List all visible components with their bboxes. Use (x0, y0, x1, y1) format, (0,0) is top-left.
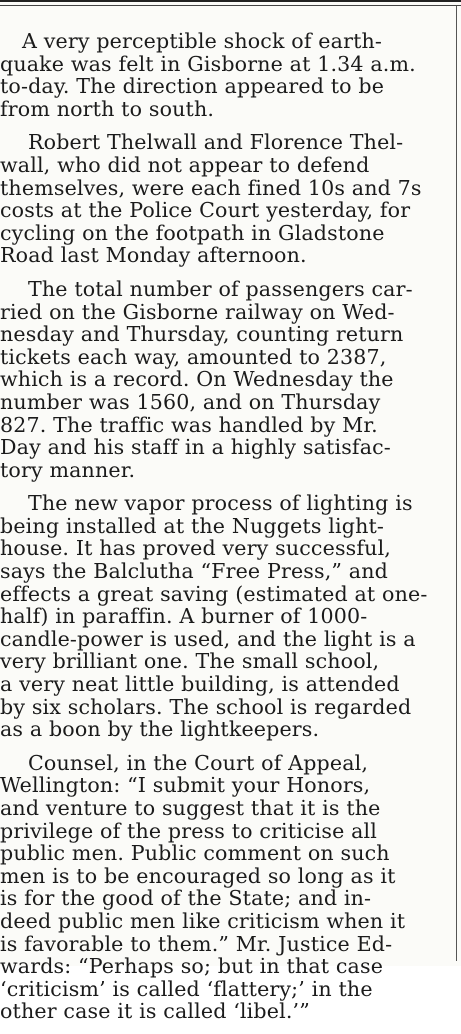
paragraph-lighthouse (0, 492, 452, 741)
text-line: house. It has proved very successful, (0, 536, 391, 561)
text-line: The total number of passengers car- (28, 276, 413, 301)
text-line: by six scholars. The school is regarded (0, 694, 412, 719)
text-line: number was 1560, and on Thursday (0, 389, 381, 414)
text-line: cycling on the footpath in Gladstone (0, 220, 385, 245)
text-line: candle-power is used, and the light is a (0, 626, 416, 651)
text-line: themselves, were each fined 10s and 7s (0, 175, 422, 200)
text-line: nesday and Thursday, counting return (0, 322, 404, 347)
text-line: privilege of the press to criticise all (0, 818, 378, 843)
paragraph-earthquake (0, 30, 452, 120)
right-column-rule (456, 6, 457, 961)
text-line: ‘criticism’ is called ‘flattery;’ in the (0, 976, 373, 1001)
text-line: wards: “Perhaps so; but in that case (0, 954, 384, 979)
text-line: half) in paraffin. A burner of 1000- (0, 604, 368, 629)
text-line: deed public men like criticism when it (0, 908, 406, 933)
text-line: A very perceptible shock of earth- (22, 29, 383, 53)
text-line: very brilliant one. The small school, (0, 649, 380, 674)
text-line: men is to be encouraged so long as it (0, 863, 396, 888)
text-line: tory manner. (0, 457, 136, 482)
text-line: as a boon by the lightkeepers. (0, 717, 320, 742)
text-line: says the Balclutha “Free Press,” and (0, 559, 388, 584)
text-line: Robert Thelwall and Florence Thel- (28, 130, 404, 155)
text-line: public men. Public comment on such (0, 841, 390, 866)
text-line: tickets each way, amounted to 2387, (0, 344, 387, 369)
text-line: quake was felt in Gisborne at 1.34 a.m. (0, 51, 416, 76)
text-line: is favorable to them.” Mr. Justice Ed- (0, 931, 393, 956)
text-line: a very neat little building, is attended (0, 672, 400, 697)
top-column-rule (0, 0, 461, 6)
text-line: and venture to suggest that it is the (0, 796, 381, 820)
text-line: from north to south. (0, 96, 215, 121)
paragraph-police-court (0, 131, 452, 267)
text-line: effects a great saving (estimated at one- (0, 581, 428, 606)
paragraph-court-of-appeal (0, 752, 452, 1023)
article-column (0, 30, 452, 1034)
text-line: which is a record. On Wednesday the (0, 367, 394, 392)
text-line: wall, who did not appear to defend (0, 152, 370, 177)
paragraph-railway (0, 278, 452, 481)
text-line: Wellington: “I submit your Honors, (0, 773, 371, 798)
text-line: is for the good of the State; and in- (0, 886, 372, 911)
text-line: Road last Monday afternoon. (0, 243, 307, 268)
text-line: Counsel, in the Court of Appeal, (28, 750, 369, 775)
text-line: costs at the Police Court yesterday, for (0, 198, 411, 223)
text-line: The new vapor process of lighting is (28, 491, 413, 516)
text-line: 827. The traffic was handled by Mr. (0, 412, 378, 437)
text-line: being installed at the Nuggets light- (0, 513, 385, 538)
text-line: ried on the Gisborne railway on Wed- (0, 299, 395, 324)
text-line: to-day. The direction appeared to be (0, 74, 385, 99)
text-line: other case it is called ‘libel.’” (0, 999, 310, 1024)
text-line: Day and his staff in a highly satisfac- (0, 435, 391, 460)
